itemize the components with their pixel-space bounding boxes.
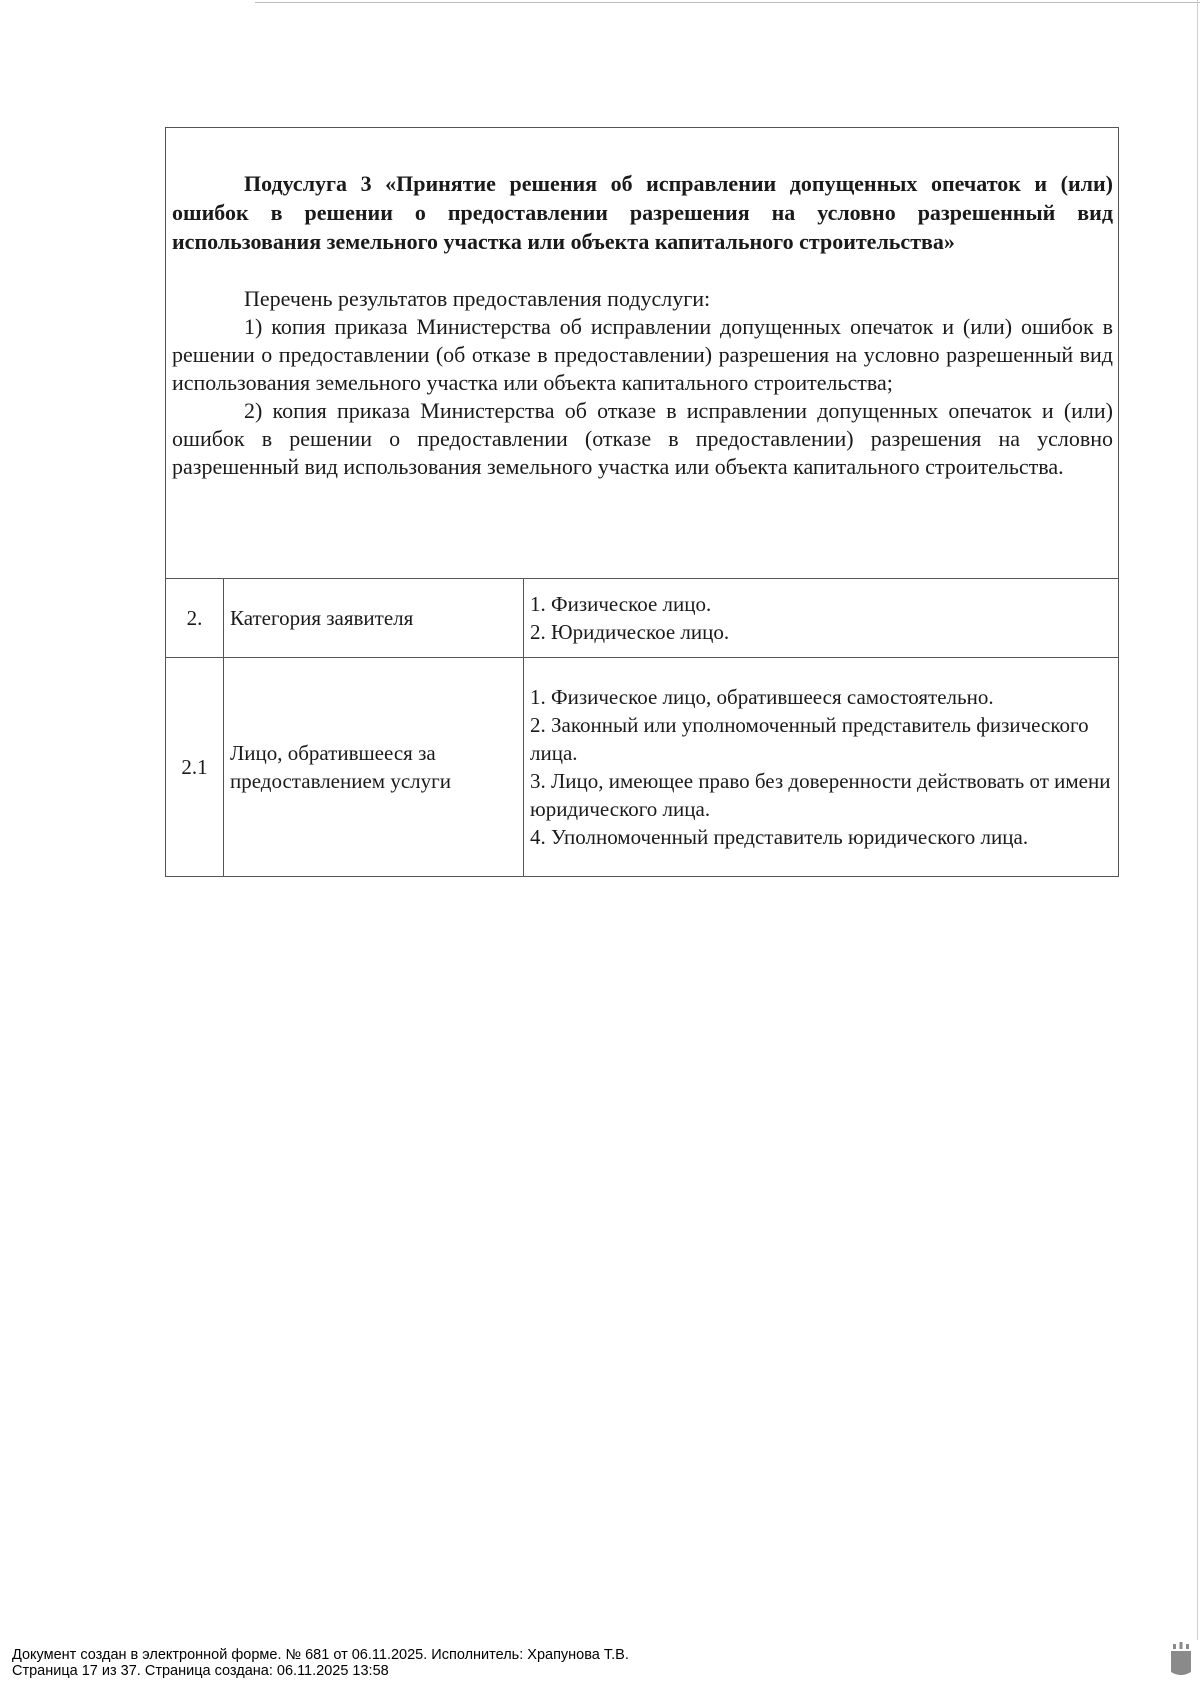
value-line: 1. Физическое лицо.	[530, 592, 712, 616]
result-item-1: 1) копия приказа Министерства об исправлении допущенных опечаток и (или) ошибок в решении о предоставлении (об отказе в предоставлении) разрешения на условно разрешенный вид использования земельного участка или объекта капитального строительства;	[172, 314, 1113, 395]
row-value	[524, 579, 1119, 658]
section-body	[172, 285, 1113, 481]
value-line: 4. Уполномоченный представитель юридического лица.	[530, 825, 1029, 849]
row-number: 2.	[166, 579, 224, 658]
value-line: 2. Законный или уполномоченный представитель физического лица.	[530, 713, 1089, 765]
results-intro: Перечень результатов предоставления подуслуги:	[244, 286, 711, 311]
top-rule	[255, 2, 1200, 3]
value-line: 3. Лицо, имеющее право без доверенности действовать от имени юридического лица.	[530, 769, 1111, 821]
row-label: Категория заявителя	[224, 579, 524, 658]
row-value	[524, 658, 1119, 877]
page-right-edge	[1197, 0, 1198, 1640]
value-line: 2. Юридическое лицо.	[530, 620, 730, 644]
footer-document-info: Документ создан в электронной форме. № 681 от 06.11.2025. Исполнитель: Храпунова Т.В.	[12, 1647, 629, 1663]
row-label: Лицо, обратившееся за предоставлением услуги	[224, 658, 524, 877]
section-cell	[166, 128, 1119, 579]
row-number: 2.1	[166, 658, 224, 877]
footer-page-info: Страница 17 из 37. Страница создана: 06.11.2025 13:58	[12, 1663, 389, 1679]
document-footer	[12, 1647, 629, 1679]
table-row	[166, 658, 1119, 877]
value-line: 1. Физическое лицо, обратившееся самостоятельно.	[530, 685, 994, 709]
table-row	[166, 579, 1119, 658]
section-title: Подуслуга 3 «Принятие решения об исправлении допущенных опечаток и (или) ошибок в решении о предоставлении разрешения на условно разрешенный вид использования земельного участка или объекта капитального строительства»	[172, 171, 1113, 254]
service-table	[165, 127, 1119, 877]
result-item-2: 2) копия приказа Министерства об отказе в исправлении допущенных опечаток и (или) ошибок в решении о предоставлении (отказе в предоставлении) разрешения на условно разрешенный вид использования земельного участка или объекта капитального строительства.	[172, 398, 1113, 479]
section-row	[166, 128, 1119, 579]
coat-of-arms-icon	[1170, 1642, 1192, 1678]
